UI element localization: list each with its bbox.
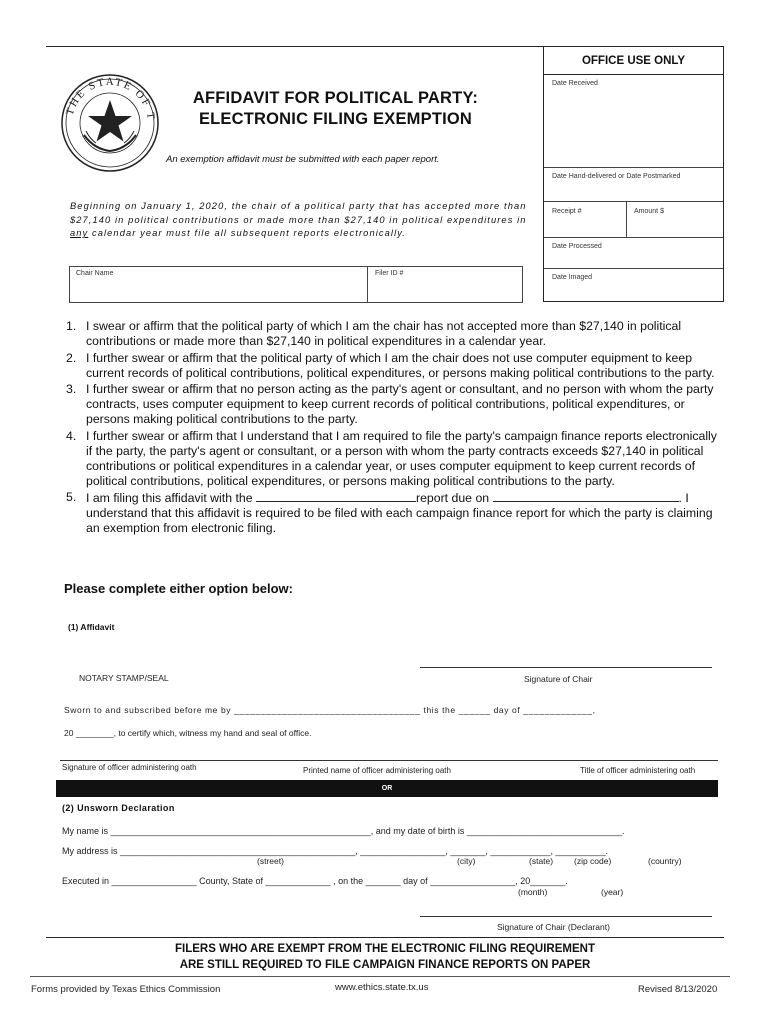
officer-signature-label: Signature of officer administering oath — [62, 763, 197, 772]
underlined-word: any — [70, 228, 89, 238]
form-title — [178, 88, 493, 130]
seal-icon — [60, 73, 160, 173]
statement-1: 1. I swear or affirm that the political party of which I am the chair has not accepted more than $27,140 in political contributions or made more than $27,140 in political expenditures in a calendar year. — [66, 319, 682, 348]
footer-revised: Revised 8/13/2020 — [638, 984, 718, 995]
amount-label: Amount $ — [634, 208, 664, 215]
address-line: My address is _______________________________________________, _________________, _______, ____________, __________. — [62, 846, 609, 856]
seal-text: THE STATE OF T — [63, 75, 158, 122]
statement-5: 5. I am filing this affidavit with the report due on . I understand that this affidavit is required to be filed with each campaign finance report for which the party is claiming an exemption from electronic filing. — [66, 490, 713, 535]
date-imaged-cell: Date Imaged — [544, 268, 723, 302]
bottom-rule — [46, 937, 724, 938]
street-label: (street) — [257, 856, 284, 866]
filer-id-label: Filer ID # — [375, 270, 404, 277]
notary-stamp-label: NOTARY STAMP/SEAL — [79, 673, 169, 683]
receipt-label: Receipt # — [552, 208, 582, 215]
exemption-note: An exemption affidavit must be submitted with each paper report. — [166, 154, 440, 165]
signature-of-chair-label: Signature of Chair — [524, 674, 593, 684]
title-line-1: AFFIDAVIT FOR POLITICAL PARTY: — [192, 89, 479, 107]
report-type-field[interactable] — [256, 490, 416, 502]
title-line-2: ELECTRONIC FILING EXEMPTION — [198, 110, 473, 128]
officer-signature-line[interactable] — [60, 760, 718, 761]
top-rule — [46, 46, 546, 47]
statement-3: 3. I further swear or affirm that no person acting as the party's agent or consultant, and no person with whom the party contracts, uses computer equipment to keep current records of political contributions, political expenditures, or persons making political contributions to the party. — [66, 382, 714, 426]
certify-line: 20 ________, to certify which, witness my hand and seal of office. — [64, 728, 312, 738]
year-label: (year) — [601, 887, 624, 897]
office-use-box — [543, 46, 724, 302]
officer-title-label: Title of officer administering oath — [580, 766, 696, 775]
date-received-label: Date Received — [552, 80, 598, 87]
chair-signature-line[interactable] — [420, 667, 712, 668]
zip-label: (zip code) — [574, 856, 612, 866]
or-divider: OR — [56, 780, 718, 797]
date-hand-delivered-cell: Date Hand-delivered or Date Postmarked — [544, 167, 723, 197]
receipt-amount-row — [544, 201, 723, 237]
city-label: (city) — [457, 856, 476, 866]
state-label: (state) — [529, 856, 554, 866]
report-due-date-field[interactable] — [493, 490, 679, 502]
country-label: (country) — [648, 856, 682, 866]
executed-line: Executed in _________________ County, State of _____________ , on the _______ day of _________________, 20_______. — [62, 876, 568, 886]
footer-rule — [30, 976, 730, 977]
declarant-signature-label: Signature of Chair (Declarant) — [497, 922, 610, 932]
filers-notice: FILERS WHO ARE EXEMPT FROM THE ELECTRONIC FILING REQUIREMENT ARE STILL REQUIRED TO FILE CAMPAIGN FINANCE REPORTS ON PAPER — [175, 943, 595, 971]
statement-list — [66, 319, 726, 538]
name-birth-line: My name is ____________________________________________________, and my date of birth is _______________________________. — [62, 826, 625, 836]
sworn-line: Sworn to and subscribed before me by ___________________________________ this the ______ day of _____________, — [64, 705, 596, 715]
date-processed-cell: Date Processed — [544, 237, 723, 268]
footer-website: www.ethics.state.tx.us — [335, 982, 429, 993]
declarant-signature-line[interactable] — [420, 916, 712, 917]
unsworn-heading: (2) Unsworn Declaration — [62, 803, 175, 813]
chair-info-box — [69, 266, 523, 303]
chair-name-label: Chair Name — [76, 270, 114, 277]
affidavit-heading: (1) Affidavit — [68, 622, 115, 632]
office-use-heading: OFFICE USE ONLY — [544, 47, 723, 75]
footer-credit: Forms provided by Texas Ethics Commission — [31, 984, 221, 995]
options-heading: Please complete either option below: — [64, 581, 293, 596]
intro-paragraph: Beginning on January 1, 2020, the chair of a political party that has accepted more than $27,140 in political contributions or made more than $27,140 in political expenditures in any calendar year must file all subsequent reports electronically. — [70, 201, 527, 238]
statement-4: 4. I further swear or affirm that I understand that I am required to file the party's campaign finance reports electronically if the party, the party's agent or consultant, or a person with whom the party contracts exceeds $27,140 in political contributions or political expenditures in a calendar year, or uses computer equipment to keep current records of political contributions, political expenditures, or persons making political contributions to the party. — [66, 428, 717, 488]
printed-name-label: Printed name of officer administering oath — [303, 766, 451, 775]
statement-2: 2. I further swear or affirm that the political party of which I am the chair does not use computer equipment to keep current records of political contributions, political expenditures, or persons making political contributions to the party. — [66, 350, 715, 380]
texas-state-seal — [60, 73, 160, 173]
month-label: (month) — [518, 887, 548, 897]
